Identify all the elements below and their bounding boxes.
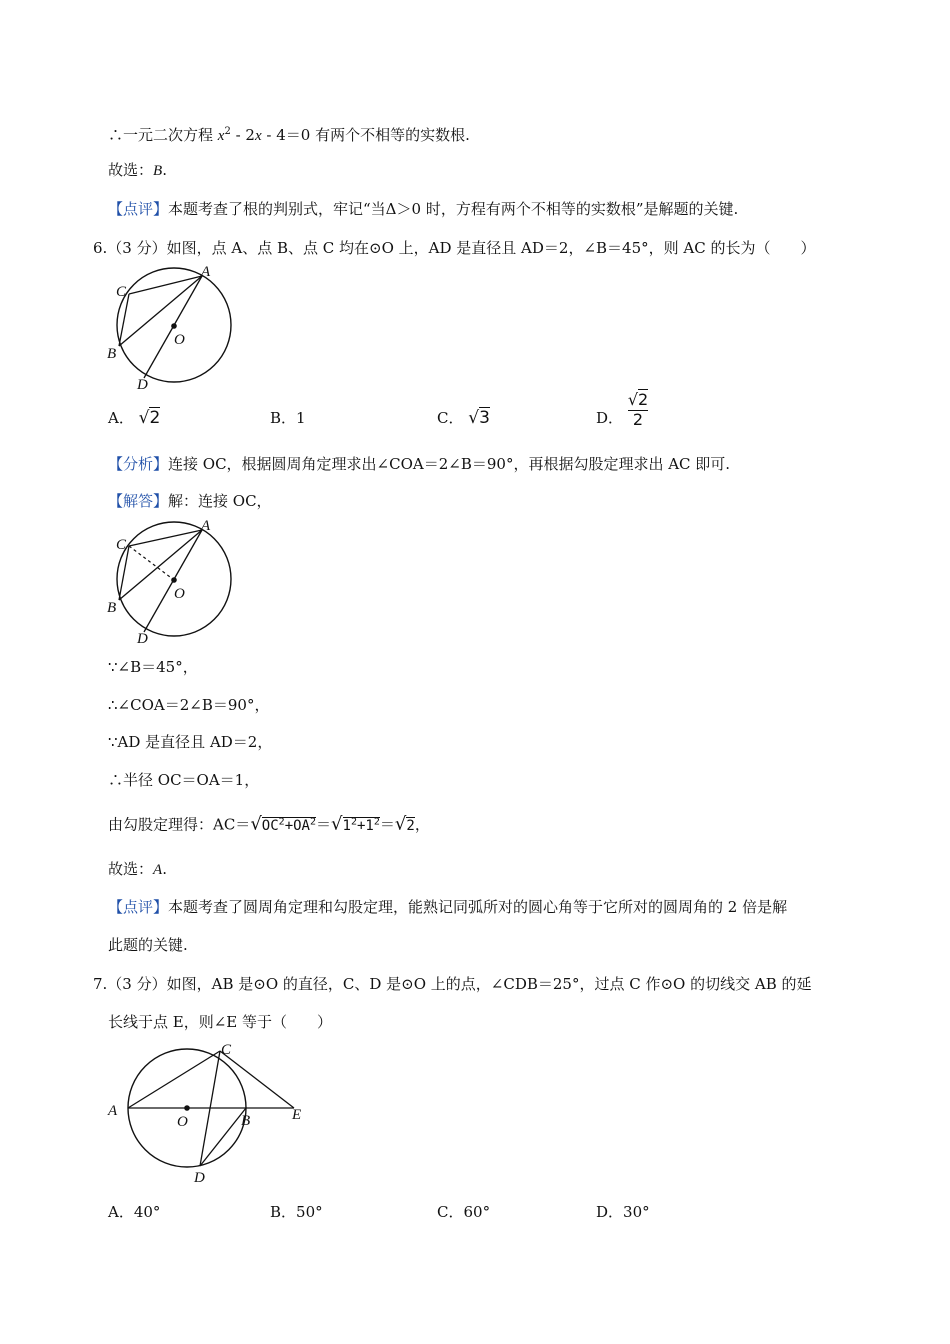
q6-answer: 故选：A. <box>108 860 167 878</box>
q6s-label-c: C <box>116 537 127 553</box>
q6s-chord-cb <box>119 546 129 600</box>
q6-step-3: ∵AD 是直径且 AD＝2， <box>108 733 273 751</box>
q7-chord-ac <box>128 1051 220 1108</box>
prev-conclusion: ∴一元二次方程 $x^2 - 2x - 4=0$ 有两个不相等的实数根. <box>108 126 470 144</box>
q7-stem-1: 7.（3 分）如图，AB 是⊙O 的直径，C、D 是⊙O 上的点，∠CDB＝25°，过点 C 作⊙O 的切线交 AB 的延 <box>93 975 812 993</box>
q6-center-dot <box>171 323 177 329</box>
q6-solution-figure <box>104 516 239 646</box>
q7-option-c[interactable]: C．60° <box>437 1203 491 1221</box>
q6-option-c[interactable]: C． √3 <box>437 408 490 428</box>
q6-option-a[interactable]: A． √2 <box>108 408 161 428</box>
q6s-label-o: O <box>174 586 185 602</box>
q6-label-o: O <box>174 332 185 348</box>
q6-label-d: D <box>137 377 148 392</box>
q6s-chord-ca <box>129 530 202 546</box>
prev-comment: 【点评】本题考查了根的判别式，牢记“当Δ＞0 时，方程有两个不相等的实数根”是解题的关键. <box>108 200 739 218</box>
q6-step-1: ∵∠B＝45°， <box>108 658 198 676</box>
q6s-label-a: A <box>201 518 211 534</box>
q7-center-dot <box>184 1105 190 1111</box>
q6-comment-2: 此题的关键. <box>108 936 188 954</box>
q7-option-a[interactable]: A．40° <box>108 1203 161 1221</box>
analysis-tag: 【分析】 <box>108 455 169 473</box>
q6-step-4: ∴半径 OC＝OA＝1， <box>108 771 260 789</box>
q6s-label-d: D <box>137 631 148 646</box>
q7-stem-2: 长线于点 E，则∠E 等于（ ） <box>108 1013 333 1031</box>
q6-label-a: A <box>201 264 211 280</box>
q6s-center-dot <box>171 577 177 583</box>
q6-analysis: 【分析】连接 OC，根据圆周角定理求出∠COA＝2∠B＝90°，再根据勾股定理求出 AC 即可. <box>108 455 731 473</box>
q7-label-o: O <box>177 1114 188 1130</box>
q7-tangent-ce <box>220 1051 294 1108</box>
q7-option-d[interactable]: D．30° <box>596 1203 650 1221</box>
q7-label-e: E <box>292 1107 302 1123</box>
q6-option-d[interactable]: D． $\frac{√2}{2}$ <box>596 389 649 429</box>
q6-label-b: B <box>107 346 117 362</box>
q6-step-2: ∴∠COA＝2∠B＝90°， <box>108 696 270 714</box>
prev-answer: 故选：B. <box>108 161 167 179</box>
solution-tag: 【解答】 <box>108 492 169 510</box>
q6-solution: 【解答】解：连接 OC， <box>108 492 272 510</box>
q6-comment-1: 【点评】本题考查了圆周角定理和勾股定理，能熟记同弧所对的圆心角等于它所对的圆周角的 2 倍是解 <box>108 898 788 916</box>
q6-stem: 6.（3 分）如图，点 A、点 B、点 C 均在⊙O 上，AD 是直径且 AD＝2，∠B＝45°，则 AC 的长为（ ） <box>93 239 816 257</box>
q6s-label-b: B <box>107 600 117 616</box>
q6-figure <box>104 262 239 392</box>
comment-tag: 【点评】 <box>108 200 169 218</box>
q6s-dashed-oc <box>129 546 174 580</box>
q7-option-b[interactable]: B．50° <box>270 1203 323 1221</box>
q6-option-b[interactable]: B．1 <box>270 409 306 427</box>
q6-label-c: C <box>116 284 127 300</box>
q7-label-a: A <box>108 1103 118 1119</box>
q7-label-b: B <box>241 1113 251 1129</box>
q7-label-d: D <box>194 1170 205 1186</box>
comment-tag: 【点评】 <box>108 898 169 916</box>
q6-pythag: 由勾股定理得：$AC=√OC^2+OA^2=√1^2+1^2=√2$， <box>108 813 430 835</box>
q7-label-c: C <box>221 1042 232 1058</box>
q7-figure <box>104 1042 319 1187</box>
